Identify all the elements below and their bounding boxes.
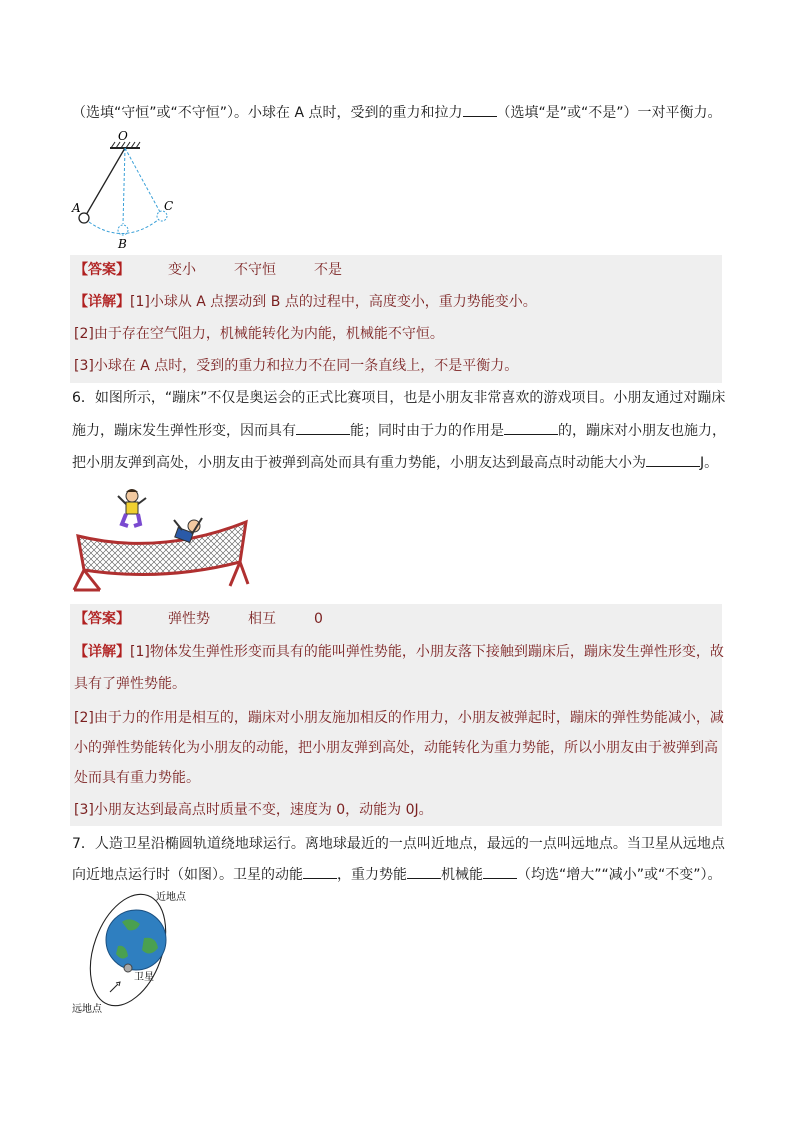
orbit-figure	[70, 888, 200, 1018]
q5-detail-2: [2]由于存在空气阻力，机械能转化为内能，机械能不守恒。	[74, 326, 444, 342]
trampoline-figure	[70, 484, 252, 594]
label-c: C	[164, 199, 174, 213]
answer-blank[interactable]	[463, 102, 497, 117]
q7-text: 向近地点运行时（如图）。卫星的动能	[72, 867, 303, 883]
label-satellite: 卫星	[134, 972, 154, 983]
q7-line-1: 7．人造卫星沿椭圆轨道绕地球运行。离地球最近的一点叫近地点，最远的一点叫远地点。当卫星从远地点	[72, 836, 725, 852]
answer-2: 不守恒	[234, 262, 276, 278]
answer-blank[interactable]	[504, 420, 558, 435]
q6-text: J。	[700, 455, 719, 471]
q6-answer-row	[74, 609, 323, 629]
q6-detail-1b: 具有了弹性势能。	[74, 676, 186, 692]
detail-text: [1]物体发生弹性形变而具有的能叫弹性势能，小朋友落下接触到蹦床后，蹦床发生弹性形变，故	[130, 644, 724, 660]
q6-line-1: 6．如图所示，“蹦床”不仅是奥运会的正式比赛项目，也是小朋友非常喜欢的游戏项目。小朋友通过对蹦床	[72, 390, 726, 406]
q5-answer-row	[74, 260, 342, 280]
q6-detail-2b: 小的弹性势能转化为小朋友的动能，把小朋友弹到高处，动能转化为重力势能，所以小朋友由于被弹到高	[74, 740, 718, 756]
answer-tag: 【答案】	[74, 262, 130, 278]
answer-blank[interactable]	[646, 452, 700, 467]
detail-tag: 【详解】	[74, 294, 130, 310]
answer-2: 相互	[248, 611, 276, 627]
q6-detail-3: [3]小朋友达到最高点时质量不变，速度为 0，动能为 0J。	[74, 802, 433, 818]
q5-detail-3: [3]小球在 A 点时，受到的重力和拉力不在同一条直线上，不是平衡力。	[74, 358, 519, 374]
q5-text: （选填“守恒”或“不守恒”）。小球在 A 点时，受到的重力和拉力	[72, 105, 463, 121]
q6-text: 能；同时由于力的作用是	[350, 423, 504, 439]
answer-blank[interactable]	[296, 420, 350, 435]
answer-blank[interactable]	[303, 864, 337, 879]
q6-detail-1a	[74, 642, 724, 662]
label-apogee: 远地点	[72, 1004, 102, 1015]
q6-detail-2a: [2]由于力的作用是相互的，蹦床对小朋友施加相反的作用力，小朋友被弹起时，蹦床的弹性势能减小，减	[74, 710, 724, 726]
child-jumping-icon	[118, 489, 146, 526]
q6-text: 的，蹦床对小朋友也施力，	[558, 423, 726, 439]
q5-text-after: （选填“是”或“不是”）一对平衡力。	[496, 105, 722, 121]
q5-text-line	[72, 102, 722, 123]
q6-detail-2c: 处而具有重力势能。	[74, 770, 200, 786]
q7-line-2	[72, 864, 722, 885]
answer-3: 0	[314, 611, 323, 627]
label-perigee: 近地点	[156, 892, 186, 903]
detail-tag: 【详解】	[74, 644, 130, 660]
satellite-icon	[124, 964, 132, 972]
label-o: O	[118, 129, 128, 143]
q7-text: 机械能	[441, 867, 483, 883]
q6-line-3	[72, 452, 718, 473]
answer-tag: 【答案】	[74, 611, 130, 627]
answer-blank[interactable]	[483, 864, 517, 879]
q6-line-2	[72, 420, 726, 441]
q5-detail-1	[74, 292, 537, 312]
detail-text: [1]小球从 A 点摆动到 B 点的过程中，高度变小，重力势能变小。	[130, 294, 537, 310]
q7-text: ，重力势能	[337, 867, 407, 883]
label-b: B	[118, 237, 127, 251]
answer-3: 不是	[314, 262, 342, 278]
q6-text: 施力，蹦床发生弹性形变，因而具有	[72, 423, 296, 439]
answer-blank[interactable]	[407, 864, 441, 879]
q6-text: 把小朋友弹到高处，小朋友由于被弹到高处而具有重力势能，小朋友达到最高点时动能大小为	[72, 455, 646, 471]
q7-text: （均选“增大”“减小”或“不变”）。	[517, 867, 722, 883]
answer-1: 变小	[168, 262, 196, 278]
earth-icon	[106, 910, 166, 970]
label-a: A	[72, 201, 81, 215]
pendulum-figure	[70, 126, 190, 251]
answer-1: 弹性势	[168, 611, 210, 627]
